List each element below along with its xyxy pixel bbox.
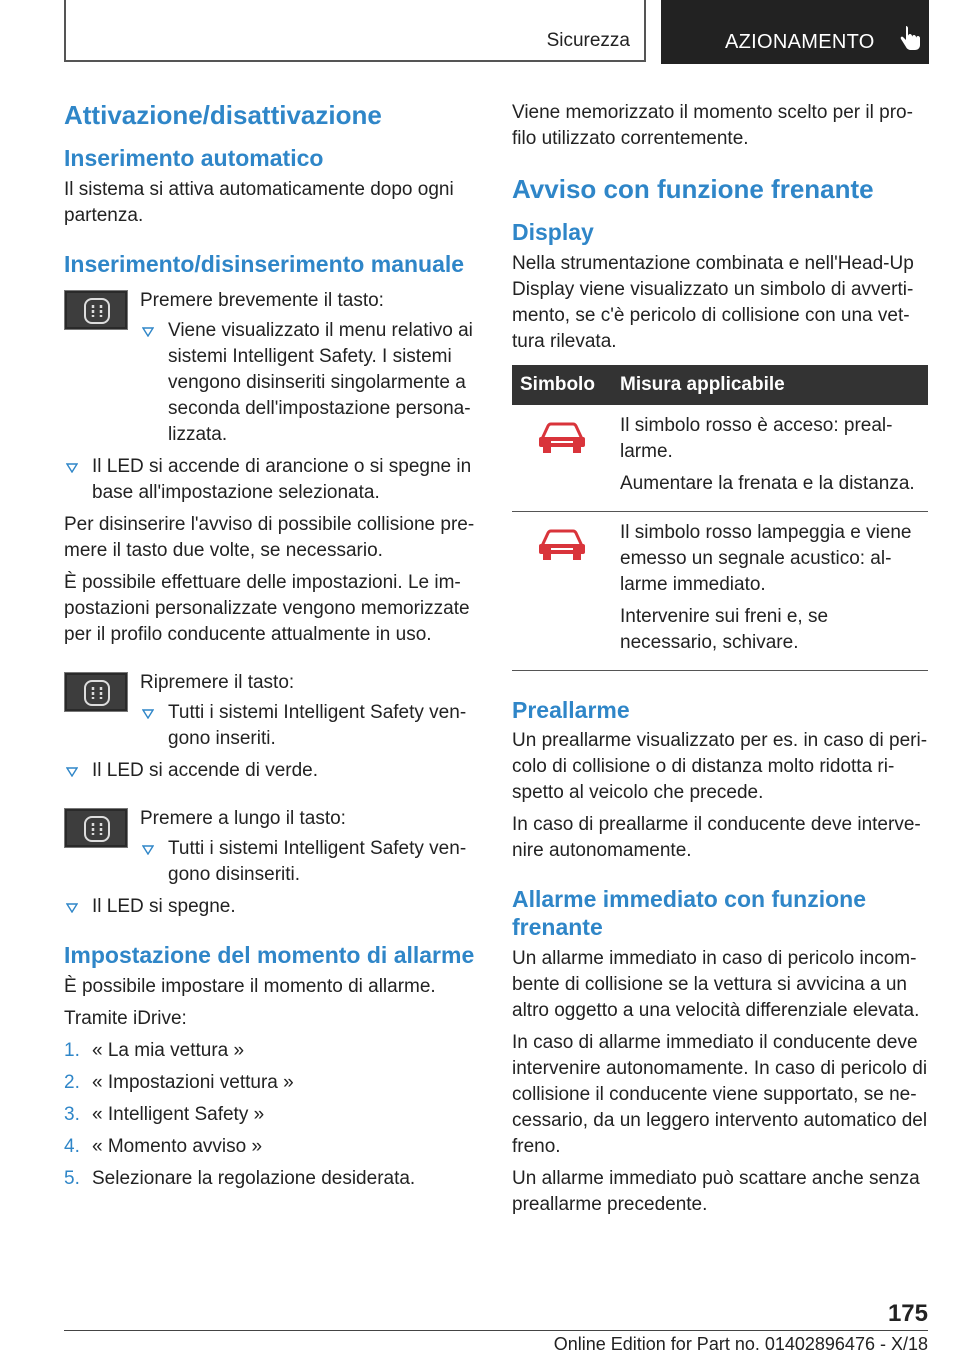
bullet-led-spegne <box>64 894 482 920</box>
triangle-bullet-icon <box>142 327 154 337</box>
list-item: 3. « Intelligent Safety » <box>64 1103 265 1125</box>
text-impostazioni: È possibile effettuare delle impostazioni. Le impostazioni personalizzate vengono memorizzate per il profilo conducente attualmente in uso. <box>64 572 470 646</box>
list-item: 5. Selezionare la regolazione desiderata. <box>64 1167 416 1189</box>
heading-display: Display <box>512 219 594 246</box>
safety-button-icon <box>64 808 128 848</box>
safety-button-icon <box>64 290 128 330</box>
table-row <box>512 405 928 512</box>
sub-bullet-long-press <box>140 836 482 888</box>
sub-bullet-text: Tutti i sistemi Intelligent Safety vengono disinseriti. <box>168 838 467 886</box>
text-display: Nella strumentazione combinata e nell'Head-Up Display viene visualizzato un simbolo di avvertimento, se c'è pericolo di collisione con una vettura rilevata. <box>512 252 914 352</box>
triangle-bullet-icon <box>142 845 154 855</box>
sub-bullet-repress <box>140 700 482 752</box>
edition-text: Online Edition for Part no. 01402896476 - X/18 <box>553 1334 928 1354</box>
column-header-misura: Misura applicabile <box>612 365 928 405</box>
text-immediato-3: Un allarme immediato può scattare anche senza preallarme precedente. <box>512 1167 920 1215</box>
text-auto: Il sistema si attiva automaticamente dopo ogni partenza. <box>64 178 454 226</box>
sub-bullet-text: Viene visualizzato il menu relativo ai sistemi Intelligent Safety. I sistemi vengono disinseriti singolarmente a seconda dell'impostazione personalizzata. <box>168 320 473 446</box>
heading-preallarme: Preallarme <box>512 696 630 723</box>
red-car-warning-icon <box>537 421 587 455</box>
table-row <box>512 511 928 670</box>
list-item: 4. « Momento avviso » <box>64 1135 263 1157</box>
bullet-text: Il LED si accende di verde. <box>92 760 319 782</box>
safety-button-icon <box>64 672 128 712</box>
bullet-text: Il LED si spegne. <box>92 896 236 918</box>
button-block-repress <box>64 670 482 752</box>
text-immediato-1: Un allarme immediato in caso di pericolo incombente di collisione se la vettura si avvicina a un altro oggetto a una velocità differenziale elevata. <box>512 947 920 1021</box>
bullet-led-verde <box>64 758 482 784</box>
heading-avviso-frenante: Avviso con funzione frenante <box>512 174 874 204</box>
text-immediato-2: In caso di allarme immediato il conducente deve intervenire autonomamente. In caso di pericolo di collisione il conducente viene supportato, se necessario, da un leggero intervento automatico del freno. <box>512 1031 928 1157</box>
red-car-warning-icon <box>537 528 587 562</box>
chapter-tab[interactable] <box>661 0 929 64</box>
heading-manuale: Inserimento/disinserimento manuale <box>64 250 465 277</box>
heading-allarme-immediato: Allarme immediato con funzione frenante <box>512 886 866 940</box>
text-disinserire: Per disinserire l'avviso di possibile collisione premere il tasto due volte, se necessario. <box>64 514 475 562</box>
symbol-cell <box>512 511 612 670</box>
symbol-table <box>512 365 928 671</box>
triangle-bullet-icon <box>66 463 78 473</box>
symbol-cell <box>512 405 612 512</box>
section-tab[interactable]: Sicurezza <box>64 0 646 62</box>
text-preallarme-2: In caso di preallarme il conducente deve intervenire autonomamente. <box>512 814 921 862</box>
button-block-long-press <box>64 806 482 888</box>
measure-cell: Il simbolo rosso è acceso: preallarme. Aumentare la frenata e la distanza. <box>612 405 928 512</box>
chapter-tab-label: AZIONAMENTO <box>725 31 875 53</box>
list-item: 2. « Impostazioni vettura » <box>64 1071 294 1093</box>
column-header-simbolo: Simbolo <box>512 365 612 405</box>
heading-attivazione: Attivazione/disattivazione <box>64 100 382 130</box>
left-column <box>64 100 482 1198</box>
sub-bullet-short-press <box>140 318 482 448</box>
text-idrive: Tramite iDrive: <box>64 1007 187 1029</box>
page-number: 175 <box>887 1300 928 1327</box>
heading-inserimento-automatico: Inserimento automatico <box>64 145 324 172</box>
hand-pointer-icon <box>899 26 921 52</box>
sub-bullet-text: Tutti i sistemi Intelligent Safety vengono inseriti. <box>168 702 467 750</box>
lead-repress: Ripremere il tasto: <box>140 672 295 694</box>
lead-long-press: Premere a lungo il tasto: <box>140 808 346 830</box>
idrive-steps <box>64 1038 482 1192</box>
triangle-bullet-icon <box>66 767 78 777</box>
text-memorizzato: Viene memorizzato il momento scelto per il profilo utilizzato correntemente. <box>512 102 913 149</box>
footer-divider <box>64 1330 928 1331</box>
text-momento: È possibile impostare il momento di allarme. <box>64 975 436 997</box>
heading-momento-allarme: Impostazione del momento di allarme <box>64 942 475 969</box>
triangle-bullet-icon <box>66 903 78 913</box>
bullet-led-arancione <box>64 454 482 506</box>
button-block-short-press <box>64 288 482 448</box>
list-item: 1. « La mia vettura » <box>64 1039 245 1061</box>
bullet-text: Il LED si accende di arancione o si spegne in base all'impostazione selezionata. <box>92 456 472 504</box>
triangle-bullet-icon <box>142 709 154 719</box>
text-preallarme-1: Un preallarme visualizzato per es. in caso di pericolo di collisione o di distanza molto ridotta rispetto al veicolo che precede. <box>512 730 928 804</box>
measure-cell: Il simbolo rosso lampeggia e viene emesso un segnale acustico: allarme immediato. Intervenire sui freni e, se necessario, schivare. <box>612 511 928 670</box>
lead-short-press: Premere brevemente il tasto: <box>140 290 384 312</box>
right-column <box>512 100 928 1224</box>
page-header <box>64 0 929 64</box>
table-header-row <box>512 365 928 405</box>
